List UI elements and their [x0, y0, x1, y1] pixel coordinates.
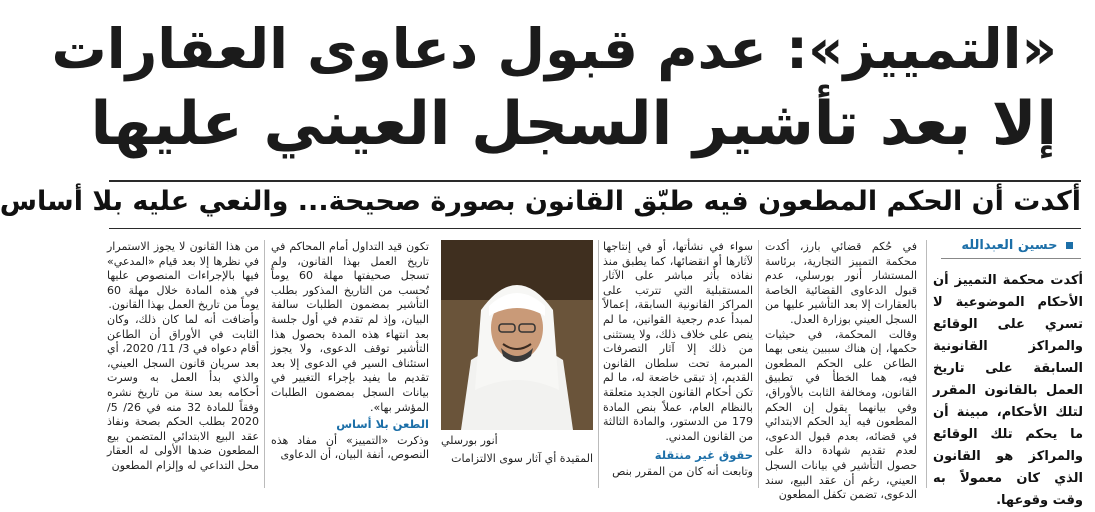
portrait-illustration: [441, 240, 593, 430]
photo-caption: أنور بورسلي: [441, 434, 498, 447]
column-1-para-1: في حُكم قضائي بارز، أكدت محكمة التمييز التجارية، برئاسة المستشار أنور بورسلي، عدم قبول الدعاوى القضائية الخاصة بالعقارات إلا بعد التأشير عليها من السجل العيني بوزارة العدل.: [765, 240, 917, 326]
lead-paragraph: أكدت محكمة التمييز أن الأحكام الموضوعية لا تسري على الوقائع والمراكز القانونية السابقة على تاريخ العمل بالقانون المقرر لتلك الأحكام، مبينة أن ما يحكم تلك الوقائع والمراكز هو القانون الذي كان معمولاً به وقت وقوعها.: [933, 273, 1083, 508]
column-separator: [598, 240, 599, 488]
column-3-para-2: وذكرت «التمييز» أن مفاد هذه النصوص، أنفة البيان، أن الدعاوى: [271, 433, 429, 462]
headline-line-1: «التمييز»: عدم قبول دعاوى العقارات: [51, 17, 1057, 81]
column-3-continuation: [441, 452, 593, 488]
column-3-para-1: تكون قيد التداول أمام المحاكم في تاريخ العمل بهذا القانون، ولم تسجل صحيفتها مهلة 60 يوماً تُحسب من التاريخ المذكور بطلب التأشير بمضمون الطلبات سالفة البيان، وإذ لم تقدم في أول جلسة بعد انتهاء هذه المدة بحصول هذا التأشير توقف الدعوى، ولا يجوز استئناف السير في الدعوى إلا بعد تقديم ما يفيد بإجراء التغيير في بيانات السجل بمضمون الطلبات المؤشر بها».: [271, 240, 429, 414]
headline-line-2: إلا بعد تأشير السجل العيني عليها: [90, 89, 1057, 159]
headline-divider: [109, 180, 1081, 182]
judge-photo: [441, 240, 593, 430]
author-byline: [961, 238, 1073, 253]
column-3-para-3: المقيدة أي آثار سوى الالتزامات: [451, 452, 593, 465]
column-separator: [758, 240, 759, 488]
byline-divider: [941, 258, 1081, 259]
column-2-para-2: وتابعت أنه كان من المقرر بنص: [612, 464, 753, 478]
column-separator: [264, 240, 265, 488]
article-column-4: [107, 240, 259, 488]
section-heading-appeal: الطعن بلا أساس: [336, 417, 429, 432]
column-1-para-2: وقالت المحكمة، في حيثيات حكمها، إن هناك سببين ينعى بهما الطاعن على الحكم المطعون فيه، هما الخطأ في تطبيق القانون، ومخالفة الثابت بالأوراق، وفي بيانهما يقول إن الحكم المطعون فيه أيد الحكم الابتدائي في قضائه، بعدم قبول الدعوى، لعدم تقديم شهادة دالة على حصول التأشير في بيانات السجل العيني، رغم أن عقد البيع، سند الدعوى، تضمن تكفل المطعون: [765, 327, 917, 502]
column-4-para-2: وأضافت أنه لما كان ذلك، وكان الثابت في الأوراق أن الطاعن أقام دعواه في 3/ 11/ 2020، أي بعد سريان قانون السجل العيني، والذي بدأ العمل به وسرت أحكامه بعد سنة من تاريخ نشره وفقاً للمادة 32 منه في 26/ 5/ 2020 بطلب الحكم بصحة ونفاذ عقد البيع الابتدائي المتضمن بيع المطعون ضدها الأولى له العقار محل التداعي له وإلزام المطعون: [107, 312, 260, 472]
article-column-2: [603, 240, 753, 488]
article-column-1: [765, 240, 917, 502]
subheadline: أكدت أن الحكم المطعون فيه طبّق القانون بصورة صحيحة... والنعي عليه بلا أساس: [0, 186, 1081, 217]
article-column-3: [271, 240, 429, 463]
section-heading-rights: حقوق غير منتقلة: [654, 448, 753, 463]
author-name: حسين العبدالله: [961, 238, 1058, 253]
column-4-para-1: من هذا القانون لا يجوز الاستمرار في نظرها إلا بعد قيام «المدعي» فيها بالإجراءات المنصوص عليها في هذه المادة خلال مهلة 60 يوماً من تاريخ العمل بهذا القانون.: [107, 240, 259, 312]
column-2-para-1: سواء في نشأتها، أو في إنتاجها لآثارها أو انقضائها، كما يطبق منذ نفاذه بأثر مباشر على الآثار المستقبلية التي تترتب على المراكز القانونية السابقة، إعمالاً لمبدأ عدم رجعية القوانين، ما لم ينص على خلاف ذلك، ولا يستثنى من ذلك إلا آثار التصرفات المبرمة تحت سلطان القانون القديم، إذ تبقى خاضعة له، ما لم تكن أحكام القانون الجديد متعلقة بالنظام العام، عملاً بنص المادة 179 من الدستور، والمادة الثالثة من القانون المدني.: [603, 240, 753, 443]
byline-square-icon: [1066, 242, 1073, 249]
subheadline-divider: [109, 228, 1081, 229]
column-separator: [926, 240, 927, 488]
